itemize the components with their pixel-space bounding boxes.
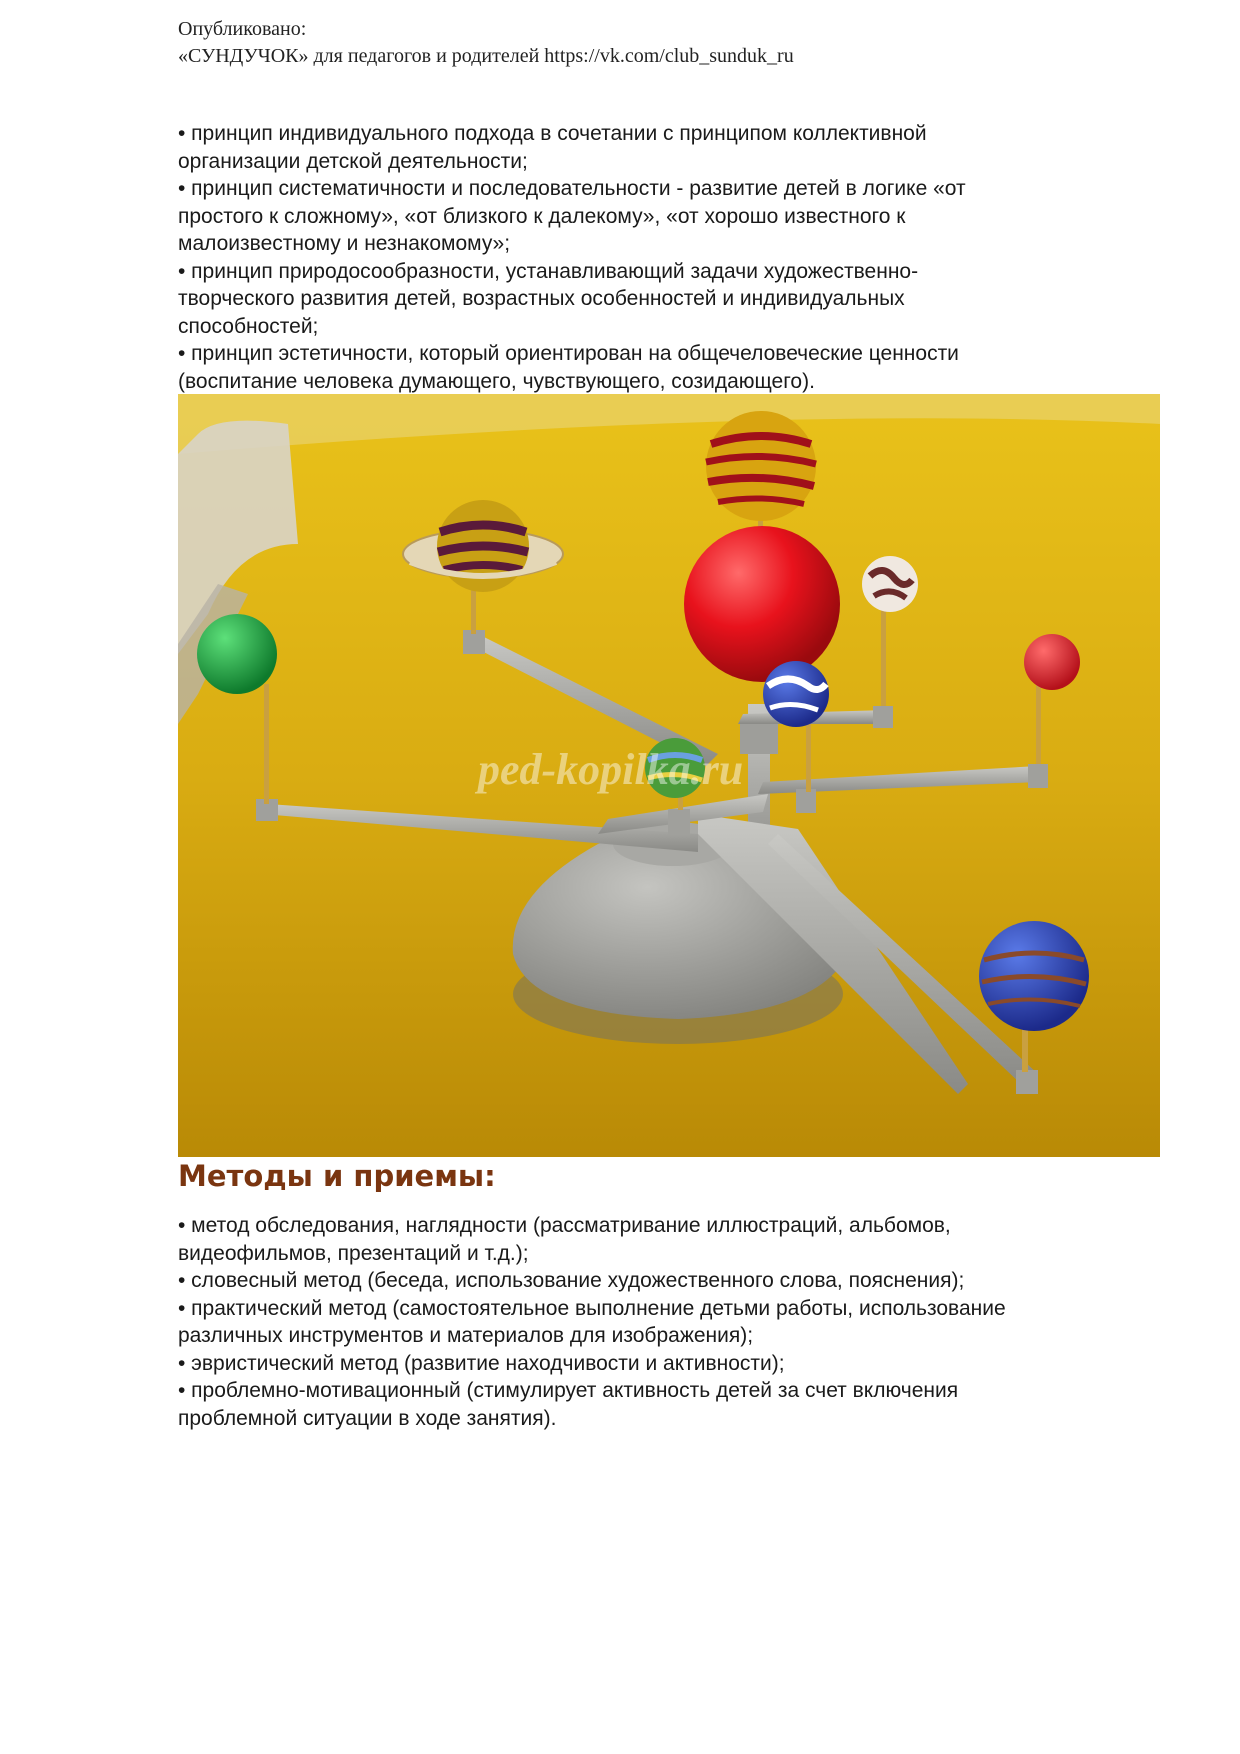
text-line: творческого развития детей, возрастных особенностей и индивидуальных [178,287,905,310]
text-line: различных инструментов и материалов для изображения); [178,1324,754,1347]
text-line: организации детской деятельности; [178,149,528,173]
text-line: • метод обследования, наглядности (рассматривание иллюстраций, альбомов, [178,1214,951,1237]
green-planet [197,614,277,694]
methods-list [178,1212,1158,1432]
blue-white-planet [763,661,829,727]
text-line: способностей; [178,314,319,338]
methods-heading: Методы и приемы: [178,1159,496,1193]
principles-list [178,120,1158,395]
text-line: малоизвестному и незнакомому»; [178,232,511,255]
publisher-line: «СУНДУЧОК» для педагогов и родителей https://vk.com/club_sunduk_ru [178,45,794,67]
published-label: Опубликовано: [178,18,307,40]
text-line: проблемной ситуации в ходе занятия). [178,1406,557,1430]
sun [684,526,840,682]
text-line: • практический метод (самостоятельное выполнение детьми работы, использование [178,1296,1006,1320]
text-line: • эвристический метод (развитие находчивости и активности); [178,1351,785,1375]
text-line: • проблемно-мотивационный (стимулирует активность детей за счет включения [178,1379,959,1402]
small-red-planet [1024,634,1080,690]
text-line: • принцип систематичности и последовательности - развитие детей в логике «от [178,177,966,200]
text-line: видеофильмов, презентаций и т.д.); [178,1241,529,1265]
publication-header [178,16,1078,70]
text-line: простого к сложному», «от близкого к далекому», «от хорошо известного к [178,204,906,228]
text-line: • принцип эстетичности, который ориентирован на общечеловеческие ценности [178,342,959,365]
text-line: (воспитание человека думающего, чувствующего, созидающего). [178,369,815,393]
text-line: • принцип природосообразности, устанавливающий задачи художественно- [178,259,919,283]
text-line: • словесный метод (беседа, использование художественного слова, пояснения); [178,1269,965,1292]
solar-system-model-photo [178,394,1160,1157]
text-line: • принцип индивидуального подхода в сочетании с принципом коллективной [178,122,927,145]
watermark-text: ped-kopilka.ru [478,745,744,794]
